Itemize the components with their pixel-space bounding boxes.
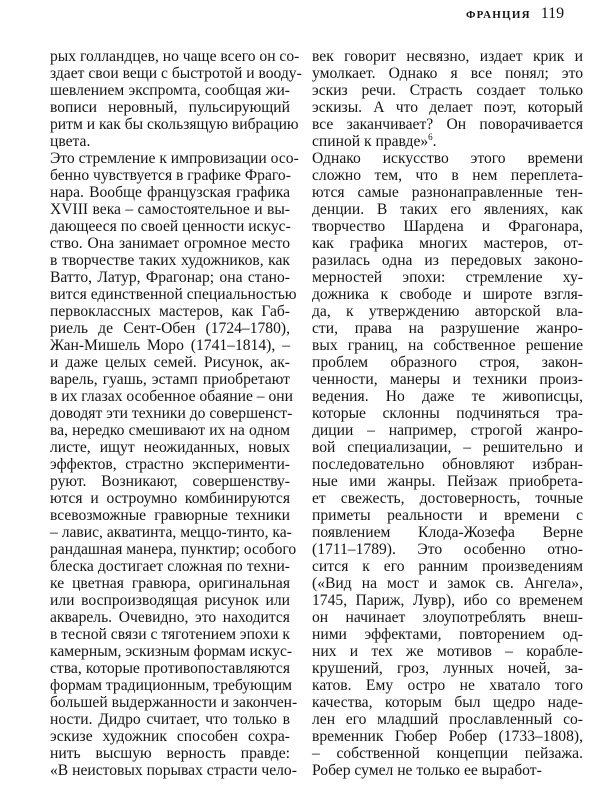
- text-line: варель, гуашь, эстамп приобретают: [50, 371, 290, 388]
- text-line: и даже целых семей. Рисунок, ак-: [50, 354, 290, 371]
- text-line: все заканчивает? Он поворачивается: [312, 116, 583, 133]
- text-line: в творчестве таких художников, как: [50, 252, 290, 269]
- text-line: большей выдержанности и закончен-: [50, 694, 298, 711]
- text-line: камерным, эскизным формам искус-: [50, 643, 293, 660]
- text-line: «В неистовых порывах страсти чело-: [50, 762, 297, 779]
- text-line: или воспроизводящая рисунок или: [50, 592, 290, 609]
- footnote-tail: .: [432, 133, 437, 150]
- text-line: крушений, гроз, лунных ночей, за-: [312, 660, 583, 677]
- text-line: эскиз речи. Страсть создает только: [312, 82, 583, 99]
- text-line: доводят эти техники до совершенст-: [50, 405, 293, 422]
- text-line: (1711–1789). Это особенно отно-: [312, 541, 583, 558]
- text-line: всевозможные гравюрные техники: [50, 507, 290, 524]
- text-line: – собственной концепции пейзажа.: [312, 745, 583, 762]
- text-line: Однако искусство этого времени: [312, 150, 583, 167]
- text-line: денции. В таких его явлениях, как: [312, 201, 583, 218]
- text-line: шевлением экспромта, сообщая жи-: [50, 82, 290, 99]
- section-title: ФРАНЦИЯ: [466, 9, 531, 21]
- text-line: катов. Ему остро не хватало того: [312, 677, 583, 694]
- text-line: Это стремление к импровизации осо-: [50, 150, 299, 167]
- text-line: ке цветная гравюра, оригинальная: [50, 575, 290, 592]
- text-line: лен его младший прославленный со-: [312, 711, 583, 728]
- right-column: [312, 48, 583, 779]
- text-line: ются и остроумно комбинируются: [50, 490, 290, 507]
- text-line: эскизы. А что делает поэт, который: [312, 99, 583, 116]
- text-line: диции – например, строгой жанро-: [312, 422, 583, 439]
- text-line: да, к утверждению авторской вла-: [312, 303, 583, 320]
- text-line: рандашная манера, пунктир; особого: [50, 541, 297, 558]
- text-line: эффектов, страстно эксперименти-: [50, 456, 290, 473]
- text-line: вой специализации, – решительно и: [312, 439, 583, 456]
- text-line: умолкает. Однако я все понял; это: [312, 65, 583, 82]
- text-line: ними эффектами, повторением од-: [312, 626, 583, 643]
- text-line: сти, права на разрушение жанро-: [312, 320, 583, 337]
- text-line: ченности, манеры и техники произ-: [312, 371, 583, 388]
- text-line: вится единственной специальностью: [50, 286, 297, 303]
- text-line: риель де Сент-Обен (1724–1780),: [50, 320, 290, 337]
- text-line: ные ими жанры. Пейзаж приобрета-: [312, 473, 583, 490]
- text-line: нара. Вообще французская графика: [50, 184, 290, 201]
- text-line: Робер сумел не только ее выработ-: [312, 762, 542, 779]
- footnote-marker: 6: [428, 132, 433, 142]
- text-line: качества, которым был щедро наде-: [312, 694, 583, 711]
- text-line: ство. Она занимает огромное место: [50, 235, 290, 252]
- text-line: руют. Возникают, совершенству-: [50, 473, 290, 490]
- text-line: сится к его ранним произведениям: [312, 558, 583, 575]
- text-line: XVIII века – самостоятельное и вы-: [50, 201, 290, 218]
- text-line: творчество Шардена и Фрагонара,: [312, 218, 583, 235]
- text-line: временник Гюбер Робер (1733–1808),: [312, 728, 583, 745]
- text-line: Жан-Мишель Моро (1741–1814), –: [50, 337, 290, 354]
- text-line: вых границ, на собственное решение: [312, 337, 583, 354]
- text-line: разилась одна из передовых законо-: [312, 252, 583, 269]
- text-line: ва, нередко смешивают их на одном: [50, 422, 290, 439]
- text-line: век говорит несвязно, издает крик и: [312, 48, 583, 65]
- text-line: цвета.: [50, 133, 91, 150]
- text-line: в их глазах особенное обаяние – они: [50, 388, 293, 405]
- text-line: – лавис, акватинта, меццо-тинто, ка-: [50, 524, 292, 541]
- text-line: них и тех же мотивов – корабле-: [312, 643, 583, 660]
- text-line: акварель. Очевидно, это находится: [50, 609, 290, 626]
- text-line: Ватто, Латур, Фрагонар; она стано-: [50, 269, 290, 286]
- text-line: ства, которые противопоставляются: [50, 660, 290, 677]
- text-line: появлением Клода-Жозефа Верне: [312, 524, 583, 541]
- text-line: в тесной связи с тяготением эпохи к: [50, 626, 290, 643]
- text-line: сложно тем, что в нем переплета-: [312, 167, 583, 184]
- text-line: он начинает злоупотреблять внеш-: [312, 609, 583, 626]
- text-line: эскизе художник способен сохра-: [50, 728, 290, 745]
- left-column: [50, 48, 302, 779]
- running-head: [466, 4, 564, 25]
- text-line: ет свежесть, достоверность, точные: [312, 490, 583, 507]
- text-line: мерностей эпохи: стремление ху-: [312, 269, 583, 286]
- page-number: 119: [540, 5, 565, 22]
- text-line: последовательно обновляют избран-: [312, 456, 583, 473]
- text-line: здает свои вещи с быстротой и вооду-: [50, 65, 302, 82]
- text-line: формам традиционным, требующим: [50, 677, 292, 694]
- text-line: первоклассных мастеров, как Габ-: [50, 303, 290, 320]
- text-line: 1745, Париж, Лувр), ибо со временем: [312, 592, 583, 609]
- text-line: дожника к свободе и широте взгля-: [312, 286, 583, 303]
- text-line: рых голландцев, но чаще всего он со-: [50, 48, 300, 65]
- text-line: которые склонны подчиняться тра-: [312, 405, 583, 422]
- text-line: как графика многих мастеров, от-: [312, 235, 583, 252]
- text-line: ности. Дидро считает, что только в: [50, 711, 290, 728]
- text-line: ются самые разнонаправленные тен-: [312, 184, 583, 201]
- text-line: ведения. Но даже те живописцы,: [312, 388, 583, 405]
- text-line: блеска достигает сложная по техни-: [50, 558, 290, 575]
- text-line: («Вид на мост и замок св. Ангела»,: [312, 575, 583, 592]
- text-line: ритм и как бы скользящую вибрацию: [50, 116, 299, 133]
- text-line: листе, ищут неожиданных, новых: [50, 439, 290, 456]
- text-line: нить высшую верность правде:: [50, 745, 290, 762]
- text-line: проблем образного строя, закон-: [312, 354, 583, 371]
- text-line: бенно чувствуется в графике Фраго-: [50, 167, 291, 184]
- text-line: спиной к правде»$^6$.: [312, 132, 437, 150]
- text-line: вописи неровный, пульсирующий: [50, 99, 290, 116]
- text-line: приметы реальности и времени с: [312, 507, 583, 524]
- text-line: дающееся по своей ценности искус-: [50, 218, 291, 235]
